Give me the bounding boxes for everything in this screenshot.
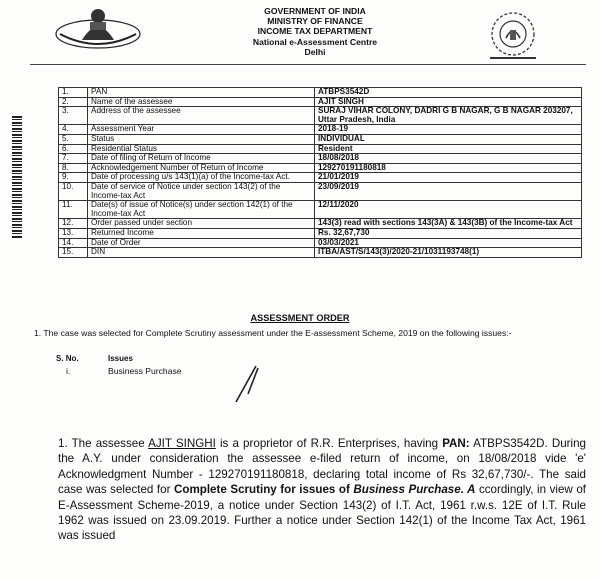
order-body-paragraph	[58, 436, 586, 544]
row-label: Date of service of Notice under section 143(2) of the Income-tax Act	[88, 182, 315, 200]
table-row	[59, 182, 582, 200]
row-label: Address of the assessee	[88, 107, 315, 125]
header-line-2: MINISTRY OF FINANCE	[267, 16, 363, 27]
header-line-3: INCOME TAX DEPARTMENT	[257, 26, 373, 37]
row-number: 2.	[59, 97, 88, 107]
table-row	[59, 154, 582, 164]
income-tax-logo-icon	[480, 8, 546, 64]
row-number: 11.	[59, 201, 88, 219]
row-value: ATBPS3542D	[315, 88, 582, 98]
para-intro: 1. The assessee	[58, 437, 149, 450]
table-row	[59, 248, 582, 258]
row-number: 8.	[59, 163, 88, 173]
national-emblem-icon	[52, 4, 144, 50]
row-number: 10.	[59, 182, 88, 200]
row-value: 129270191180818	[315, 163, 582, 173]
row-value: INDIVIDUAL	[315, 134, 582, 144]
row-value: 12/11/2020	[315, 201, 582, 219]
row-number: 4.	[59, 125, 88, 135]
issue-name: Business Purchase. A	[349, 483, 476, 497]
pan-label: PAN:	[442, 437, 470, 450]
row-label: Status	[88, 134, 315, 144]
row-number: 14.	[59, 238, 88, 248]
selection-paragraph: 1. The case was selected for Complete Scrutiny assessment under the E-assessment Scheme, 2019 on the following issues:-	[34, 328, 512, 338]
para-text-c: ccordingly, in view of E-Assessment Scheme-2019, a notice under Section 143(2) of I.T. Act, 1961 r.w.s. 12E of I.T. Rule 1962 was issued on 23.09.2019. Further a notice under Section 142(1) of the Income Tax Act, 1961 was issued	[58, 483, 587, 543]
row-value: 2018-19	[315, 125, 582, 135]
side-barcode	[12, 116, 22, 238]
row-value: ITBA/AST/S/143(3)/2020-21/1031193748(1)	[315, 248, 582, 258]
row-label: Date of Order	[88, 238, 315, 248]
row-number: 13.	[59, 228, 88, 238]
issues-header: Issues	[108, 354, 133, 363]
para-text-a: is a proprietor of R.R. Enterprises, having	[215, 437, 443, 450]
table-row	[59, 88, 582, 98]
issue-text: Business Purchase	[108, 366, 182, 376]
row-number: 5.	[59, 134, 88, 144]
row-label: Order passed under section	[88, 219, 315, 229]
assessment-details-table	[58, 87, 582, 258]
scrutiny-text: Complete Scrutiny for issues of	[173, 483, 350, 497]
issues-sno-header: S. No.	[56, 354, 79, 363]
row-value: 143(3) read with sections 143(3A) & 143(3B) of the Income-tax Act	[315, 219, 582, 229]
row-number: 12.	[59, 219, 88, 229]
pen-mark	[226, 364, 266, 404]
table-row	[59, 201, 582, 219]
row-label: Date of filing of Return of Income	[88, 154, 315, 164]
row-number: 15.	[59, 248, 88, 258]
row-number: 6.	[59, 144, 88, 154]
row-label: DIN	[88, 248, 315, 258]
row-value: Resident	[315, 144, 582, 154]
row-label: Residential Status	[88, 144, 315, 154]
table-row	[59, 173, 582, 183]
para-text-b: ATBPS3542D. During the A.Y. under consideration the assessee e-filed return of income, on 18/08/2018 vide 'e' Acknowledgment Number - 129270191180818, declaring total income of Rs 32,67,730/-. The said case was selected for	[58, 437, 586, 497]
row-value: SURAJ VIHAR COLONY, DADRI G B NAGAR, G B NAGAR 203207, Uttar Pradesh, India	[315, 107, 582, 125]
table-row	[59, 219, 582, 229]
letterhead	[150, 6, 480, 57]
header-line-5: Delhi	[304, 46, 326, 57]
row-value: 03/03/2021	[315, 238, 582, 248]
row-label: Date of processing u/s 143(1)(a) of the Income-tax Act.	[88, 173, 315, 183]
row-value: 21/01/2019	[315, 173, 582, 183]
row-label: Date(s) of issue of Notice(s) under section 142(1) of the Income-tax Act	[88, 201, 315, 219]
row-label: Assessment Year	[88, 125, 315, 135]
row-value: Rs. 32,67,730	[315, 228, 582, 238]
table-row	[59, 107, 582, 125]
row-number: 1.	[59, 88, 88, 98]
table-row	[59, 134, 582, 144]
order-title: ASSESSMENT ORDER	[250, 313, 350, 323]
issue-number: i.	[66, 366, 71, 376]
row-value: 18/08/2018	[315, 154, 582, 164]
row-label: Name of the assessee	[88, 97, 315, 107]
row-value: AJIT SINGH	[315, 97, 582, 107]
table-row	[59, 228, 582, 238]
header-divider	[30, 64, 586, 65]
row-label: Returned Income	[88, 228, 315, 238]
assessee-name: AJIT SINGHI	[148, 437, 216, 450]
row-value: 23/09/2019	[315, 182, 582, 200]
row-number: 3.	[59, 107, 88, 125]
row-label: PAN	[88, 88, 315, 98]
row-label: Acknowledgement Number of Return of Income	[88, 163, 315, 173]
header-line-1: GOVERNMENT OF INDIA	[264, 6, 366, 16]
row-number: 9.	[59, 173, 88, 183]
header-line-4: National e-Assessment Centre	[252, 36, 378, 47]
row-number: 7.	[59, 154, 88, 164]
